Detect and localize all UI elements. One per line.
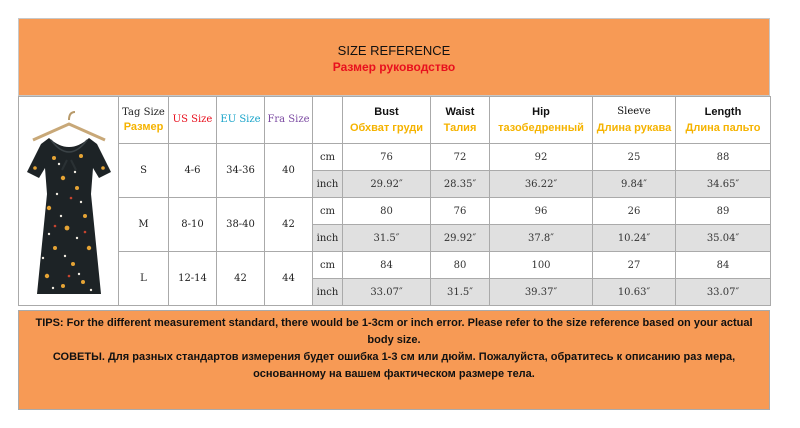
fra-size-m: 42 xyxy=(265,198,313,252)
header-title: SIZE REFERENCE xyxy=(337,43,451,58)
col-header-unit xyxy=(313,97,343,144)
sleeve-label: Sleeve xyxy=(617,106,651,117)
dress-photo xyxy=(19,98,119,304)
tag-size-s: S xyxy=(119,144,169,198)
length-cm-l: 84 xyxy=(676,252,771,279)
eu-size-l: 42 xyxy=(217,252,265,306)
eu-size-m: 38-40 xyxy=(217,198,265,252)
length-inch-s: 34.65″ xyxy=(676,171,771,198)
tips-box xyxy=(18,310,770,410)
bust-label-ru: Обхват груди xyxy=(349,122,424,134)
bust-inch-l: 33.07″ xyxy=(343,279,431,306)
fra-size-l: 44 xyxy=(265,252,313,306)
length-cm-s: 88 xyxy=(676,144,771,171)
col-header-tag-size xyxy=(119,97,169,144)
waist-cm-l: 80 xyxy=(431,252,490,279)
tag-size-label: Tag Size xyxy=(122,107,165,118)
product-image-cell xyxy=(19,97,119,306)
unit-inch: inch xyxy=(313,171,343,198)
tag-size-m: M xyxy=(119,198,169,252)
length-cm-m: 89 xyxy=(676,198,771,225)
bust-inch-s: 29.92″ xyxy=(343,171,431,198)
size-reference-header xyxy=(18,18,770,96)
bust-label: Bust xyxy=(374,106,399,118)
sleeve-inch-l: 10.63″ xyxy=(593,279,676,306)
bust-inch-m: 31.5″ xyxy=(343,225,431,252)
hip-cm-m: 96 xyxy=(490,198,593,225)
unit-cm: cm xyxy=(313,144,343,171)
waist-label: Waist xyxy=(445,106,475,118)
eu-size-s: 34-36 xyxy=(217,144,265,198)
col-header-hip xyxy=(490,97,593,144)
unit-inch: inch xyxy=(313,279,343,306)
waist-cm-s: 72 xyxy=(431,144,490,171)
tag-size-l: L xyxy=(119,252,169,306)
tag-size-label-ru: Размер xyxy=(123,121,164,133)
tips-english: TIPS: For the different measurement standard, there would be 1-3cm or inch error. Please refer to the size reference based on your actual body size. xyxy=(35,317,753,346)
header-subtitle: Размер руководство xyxy=(332,60,456,74)
header-row xyxy=(19,97,771,144)
us-size-m: 8-10 xyxy=(169,198,217,252)
sleeve-label-ru: Длина рукава xyxy=(596,122,672,134)
waist-cm-m: 76 xyxy=(431,198,490,225)
length-inch-l: 33.07″ xyxy=(676,279,771,306)
bust-cm-m: 80 xyxy=(343,198,431,225)
sleeve-cm-m: 26 xyxy=(593,198,676,225)
hip-inch-m: 37.8″ xyxy=(490,225,593,252)
bust-cm-s: 76 xyxy=(343,144,431,171)
table-row-s-cm xyxy=(19,144,771,171)
hip-cm-l: 100 xyxy=(490,252,593,279)
dress-illustration xyxy=(19,98,119,304)
tips-russian: СОВЕТЫ. Для разных стандартов измерения будет ошибка 1-3 см или дюйм. Пожалуйста, обратитесь к описанию раз мера, основанному на вашем фактическом размере тела. xyxy=(52,351,736,380)
hip-inch-s: 36.22″ xyxy=(490,171,593,198)
hip-cm-s: 92 xyxy=(490,144,593,171)
col-header-fra-size: Fra Size xyxy=(265,97,313,144)
unit-cm: cm xyxy=(313,198,343,225)
us-size-l: 12-14 xyxy=(169,252,217,306)
col-header-sleeve xyxy=(593,97,676,144)
waist-inch-l: 31.5″ xyxy=(431,279,490,306)
bust-cm-l: 84 xyxy=(343,252,431,279)
hip-inch-l: 39.37″ xyxy=(490,279,593,306)
col-header-length xyxy=(676,97,771,144)
sleeve-cm-l: 27 xyxy=(593,252,676,279)
waist-inch-m: 29.92″ xyxy=(431,225,490,252)
waist-inch-s: 28.35″ xyxy=(431,171,490,198)
length-label: Length xyxy=(704,106,742,118)
size-chart-table xyxy=(18,96,771,306)
length-inch-m: 35.04″ xyxy=(676,225,771,252)
waist-label-ru: Талия xyxy=(443,122,477,134)
col-header-waist xyxy=(431,97,490,144)
table-row-l-cm xyxy=(19,252,771,279)
us-size-s: 4-6 xyxy=(169,144,217,198)
sleeve-inch-s: 9.84″ xyxy=(593,171,676,198)
col-header-bust xyxy=(343,97,431,144)
table-row-m-cm xyxy=(19,198,771,225)
fra-size-s: 40 xyxy=(265,144,313,198)
sleeve-inch-m: 10.24″ xyxy=(593,225,676,252)
sleeve-cm-s: 25 xyxy=(593,144,676,171)
length-label-ru: Длина пальто xyxy=(685,122,761,134)
unit-inch: inch xyxy=(313,225,343,252)
hip-label-ru: тазобедренный xyxy=(498,122,584,134)
col-header-eu-size: EU Size xyxy=(217,97,265,144)
hip-label: Hip xyxy=(532,106,550,118)
col-header-us-size: US Size xyxy=(169,97,217,144)
unit-cm: cm xyxy=(313,252,343,279)
